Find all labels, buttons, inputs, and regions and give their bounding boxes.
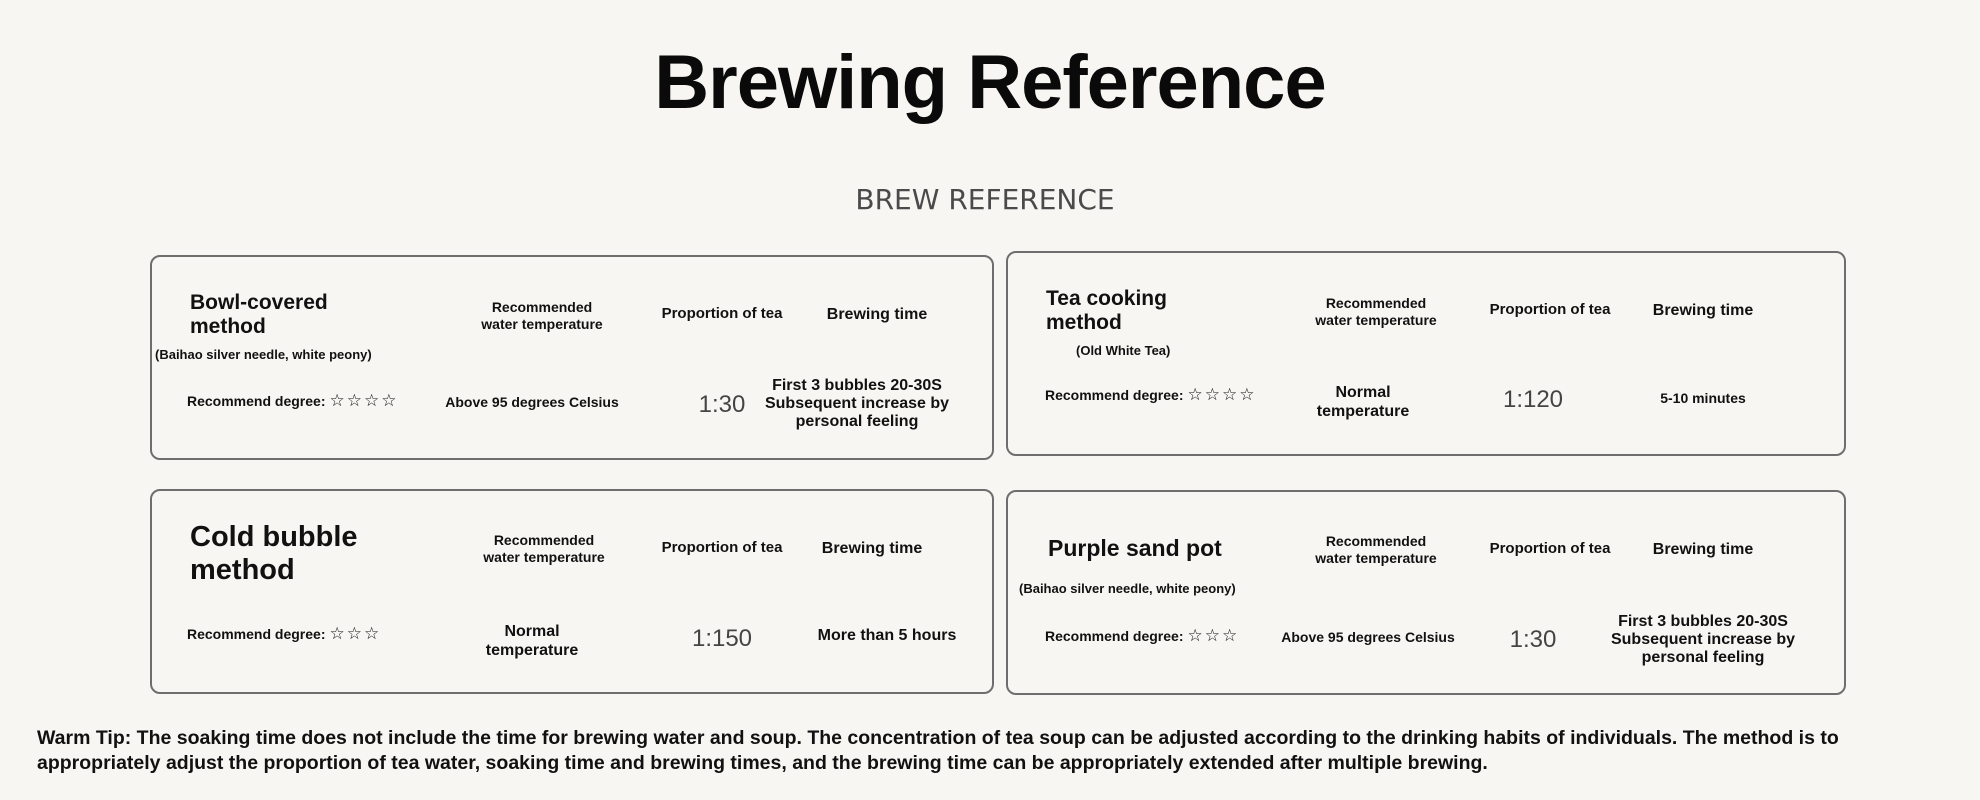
- method-name: Cold bubble method: [190, 521, 358, 586]
- proportion-header: Proportion of tea: [661, 539, 783, 556]
- method-card-tea-cooking: [1006, 251, 1846, 456]
- proportion-header: Proportion of tea: [1489, 301, 1611, 318]
- recommend-degree: [187, 625, 381, 643]
- brewing-time-value: First 3 bubbles 20-30S Subsequent increase by personal feeling: [1610, 613, 1796, 666]
- warm-tip: Warm Tip: The soaking time does not include the time for brewing water and soup. The concentration of tea soup can be adjusted according to the drinking habits of individuals. The method is to appropriately adjust the proportion of tea water, soaking time and brewing times, and the brewing time can be appropriately extended after multiple brewing.: [37, 727, 1839, 774]
- proportion-value: 1:150: [691, 625, 753, 652]
- method-note: (Old White Tea): [1076, 343, 1171, 358]
- water-temperature-value: Above 95 degrees Celsius: [445, 394, 619, 410]
- star-rating-icon: ☆☆☆: [329, 624, 382, 643]
- recommend-degree-label: Recommend degree:: [187, 626, 326, 642]
- proportion-value: 1:30: [1509, 626, 1557, 653]
- brewing-time-value: More than 5 hours: [817, 627, 957, 644]
- water-temperature-header: Recommended water temperature: [481, 299, 603, 332]
- method-name: Tea cooking method: [1046, 287, 1167, 334]
- method-card-cold-bubble: [150, 489, 994, 694]
- method-note: (Baihao silver needle, white peony): [1019, 581, 1236, 596]
- method-card-purple-sand-pot: [1006, 490, 1846, 695]
- recommend-degree: [1045, 386, 1256, 404]
- water-temperature-header: Recommended water temperature: [483, 532, 605, 565]
- star-rating-icon: ☆☆☆: [1187, 626, 1240, 645]
- page-subtitle: BREW REFERENCE: [855, 183, 1115, 216]
- proportion-value: 1:120: [1502, 386, 1564, 413]
- proportion-value: 1:30: [698, 391, 746, 418]
- brewing-time-value: 5-10 minutes: [1660, 390, 1746, 406]
- water-temperature-header: Recommended water temperature: [1315, 295, 1437, 328]
- method-card-bowl-covered: [150, 255, 994, 460]
- water-temperature-value: Normal temperature: [485, 623, 579, 659]
- proportion-header: Proportion of tea: [1489, 540, 1611, 557]
- recommend-degree: [187, 392, 398, 410]
- method-name: Bowl-covered method: [190, 291, 328, 338]
- recommend-degree-label: Recommend degree:: [1045, 628, 1184, 644]
- brewing-time-header: Brewing time: [1652, 302, 1754, 319]
- recommend-degree-label: Recommend degree:: [187, 393, 326, 409]
- water-temperature-value: Above 95 degrees Celsius: [1281, 629, 1455, 645]
- star-rating-icon: ☆☆☆☆: [1187, 385, 1257, 404]
- recommend-degree-label: Recommend degree:: [1045, 387, 1184, 403]
- page-title: Brewing Reference: [654, 40, 1326, 125]
- water-temperature-value: Normal temperature: [1316, 384, 1410, 420]
- recommend-degree: [1045, 627, 1239, 645]
- star-rating-icon: ☆☆☆☆: [329, 391, 399, 410]
- brewing-time-value: First 3 bubbles 20-30S Subsequent increase by personal feeling: [764, 377, 950, 430]
- brewing-time-header: Brewing time: [821, 540, 923, 557]
- method-name: Purple sand pot: [1048, 535, 1222, 561]
- brewing-time-header: Brewing time: [826, 306, 928, 323]
- method-note: (Baihao silver needle, white peony): [155, 347, 372, 362]
- brewing-time-header: Brewing time: [1652, 541, 1754, 558]
- proportion-header: Proportion of tea: [661, 305, 783, 322]
- water-temperature-header: Recommended water temperature: [1315, 533, 1437, 566]
